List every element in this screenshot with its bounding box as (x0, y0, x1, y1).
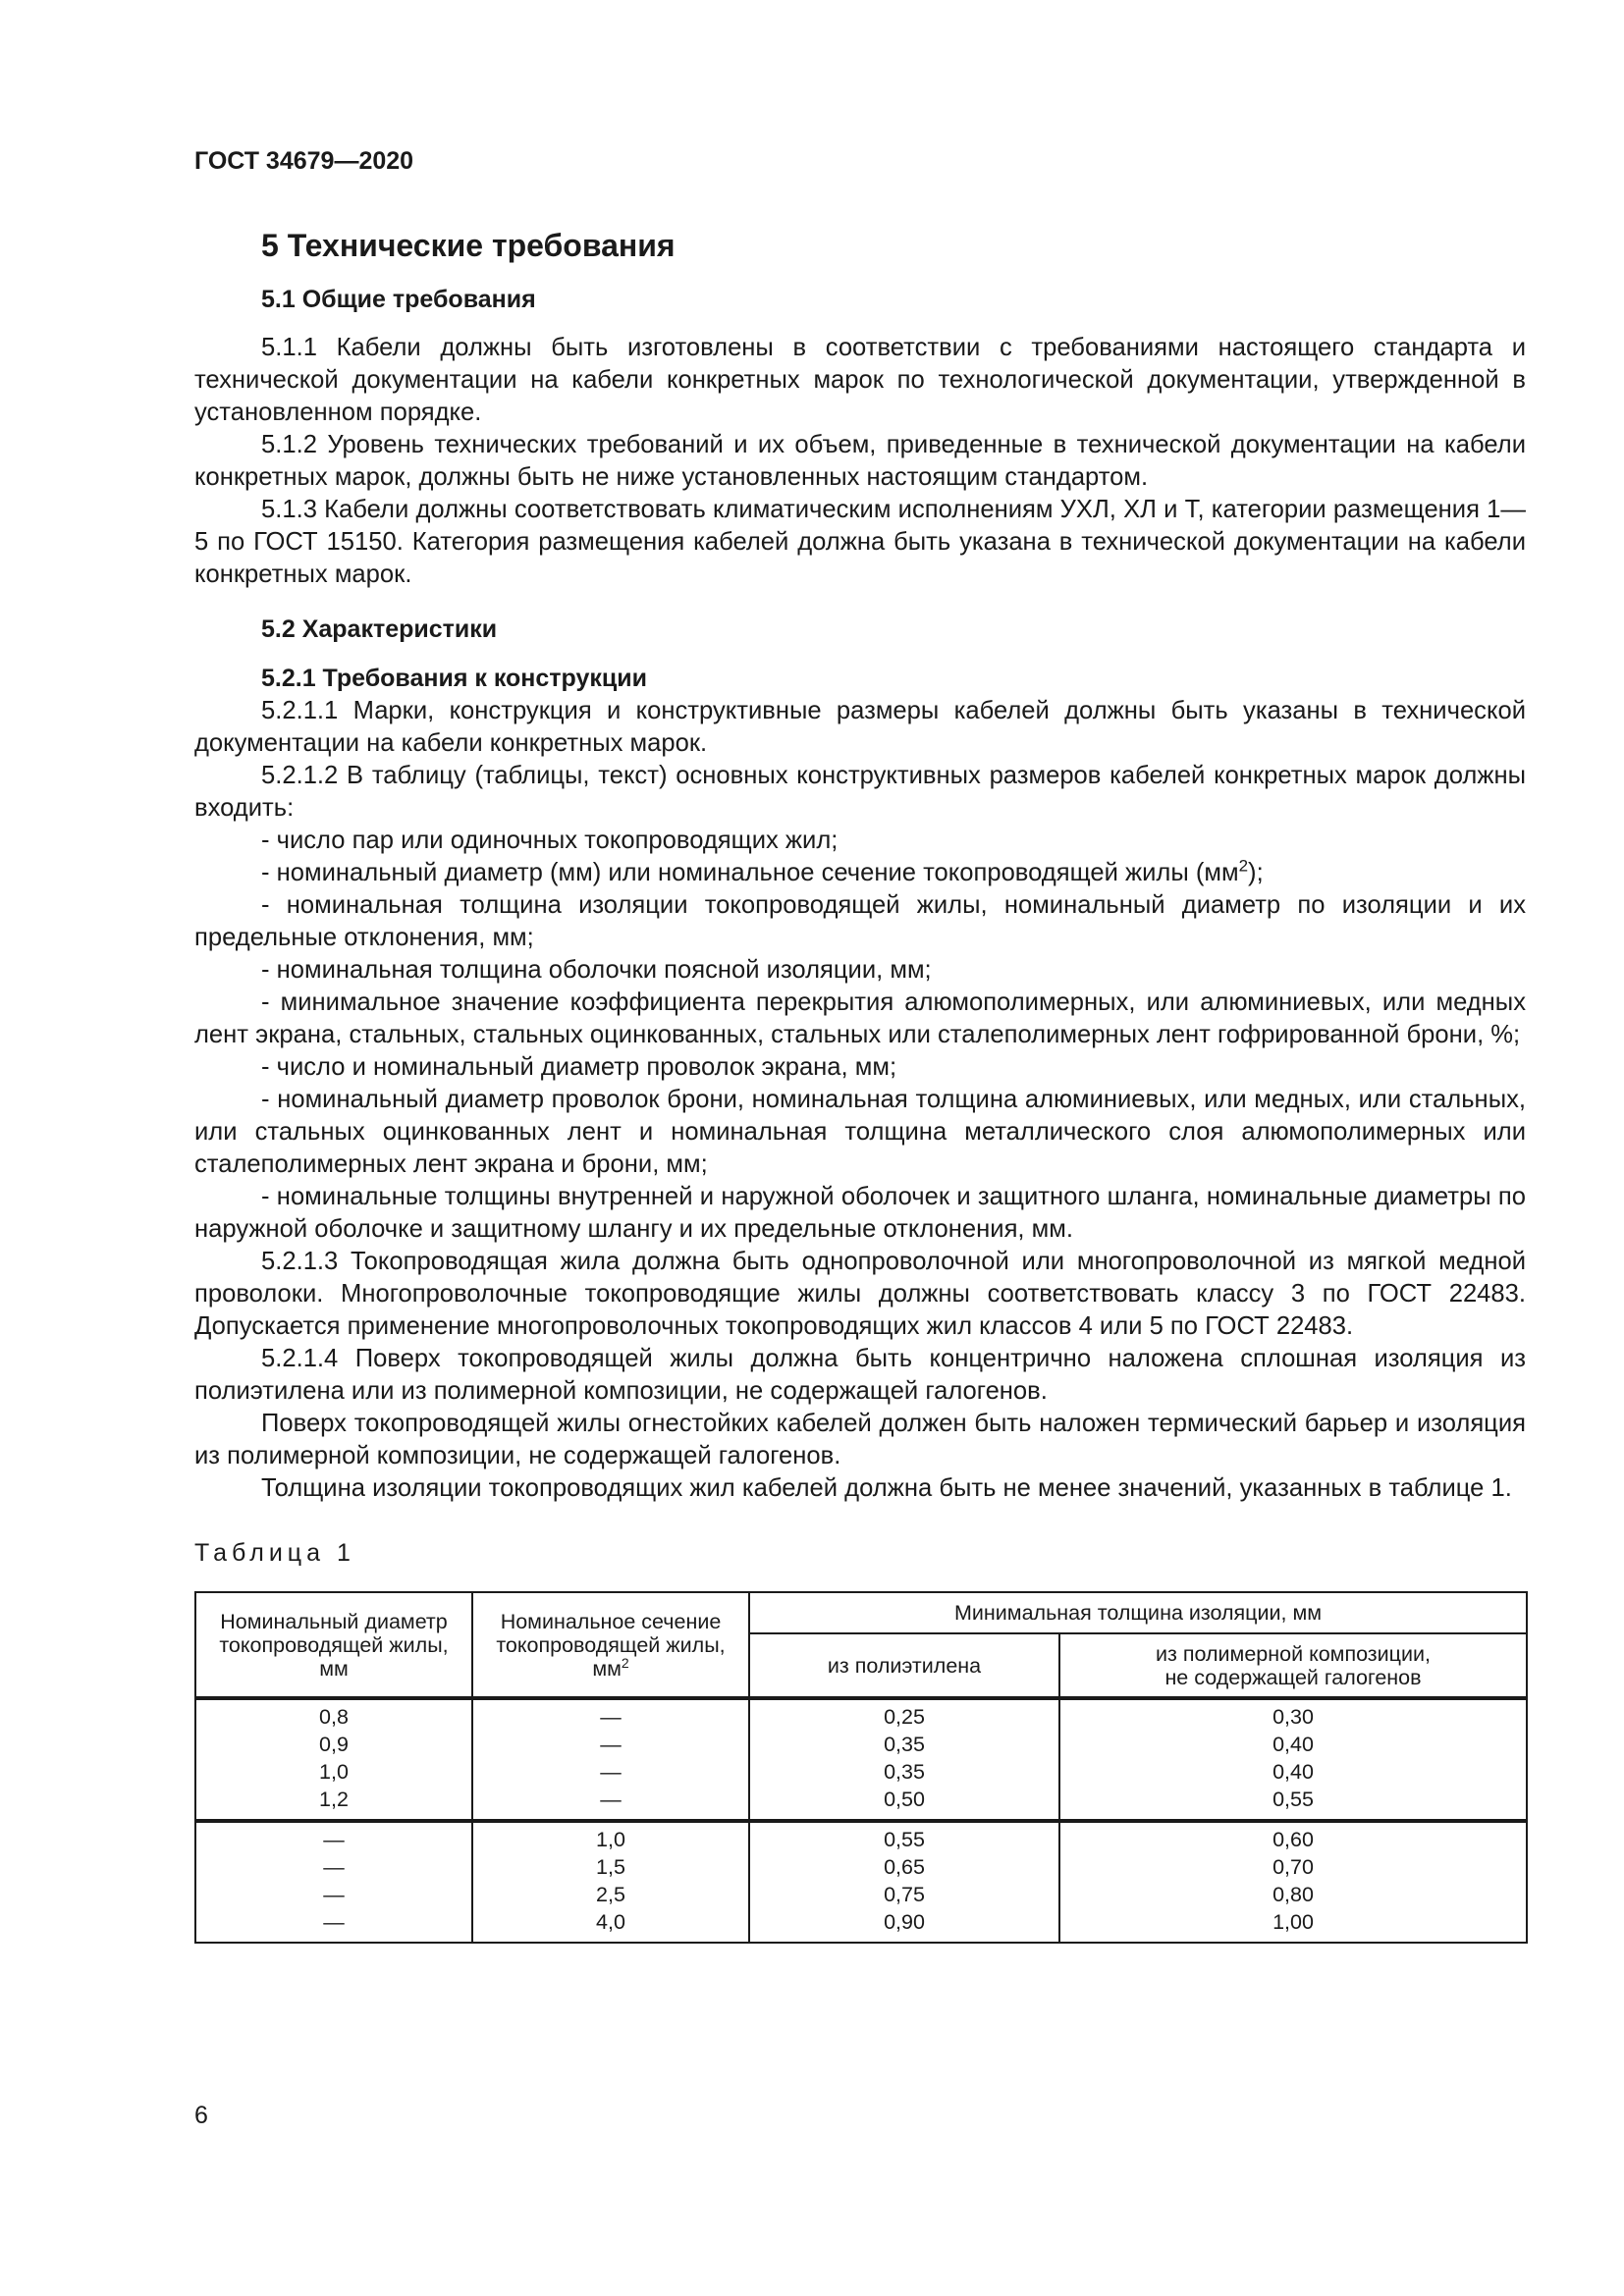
list-item: - число пар или одиночных токопроводящих жил; (261, 827, 839, 854)
para-5-2-1-4-barrier: Поверх токопроводящей жилы огнестойких кабелей должен быть наложен термический барьер и изоляция из полимерной композиции, не содержащей галогенов. (194, 1410, 1526, 1469)
list-item: - номинальный диаметр (мм) или номинальное сечение токопроводящей жилы $(мм^2)$; (261, 856, 1264, 886)
table-cell: — — — — (195, 1821, 472, 1943)
table-cell: 0,8 0,9 1,0 1,2 (195, 1698, 472, 1821)
list-item: - номинальная толщина изоляции токопроводящей жилы, номинальный диаметр по изоляции и их предельные отклонения, мм; (194, 891, 1526, 951)
table-row (195, 1698, 1527, 1821)
page-number: 6 (194, 2102, 208, 2129)
para-5-1-3: 5.1.3 Кабели должны соответствовать климатическим исполнениям УХЛ, ХЛ и Т, категории размещения 1—5 по ГОСТ 15150. Категория размещения кабелей должна быть указана в технической документации на кабели конкретных марок. (194, 496, 1526, 588)
para-5-2-1-2: 5.2.1.2 В таблицу (таблицы, текст) основных конструктивных размеров кабелей конкретных марок должны входить: (194, 762, 1526, 822)
table-cell: 0,60 0,70 0,80 1,00 (1059, 1821, 1527, 1943)
section-5-2-1-title: 5.2.1 Требования к конструкции (261, 665, 647, 692)
table-cell: 0,55 0,65 0,75 0,90 (749, 1821, 1059, 1943)
para-5-2-1-4-thickness: Толщина изоляции токопроводящих жил кабелей должна быть не менее значений, указанных в таблице 1. (261, 1474, 1512, 1502)
list-item: - номинальные толщины внутренней и наружной оболочек и защитного шланга, номинальные диаметры по наружной оболочке и защитному шлангу и их предельные отклонения, мм. (194, 1183, 1526, 1243)
para-5-1-2: 5.1.2 Уровень технических требований и их объем, приведенные в технической документации на кабели конкретных марок, должны быть не ниже установленных настоящим стандартом. (194, 431, 1526, 491)
insulation-thickness-table (194, 1591, 1528, 1944)
list-item: - номинальный диаметр проволок брони, номинальная толщина алюминиевых, или медных, или стальных, или стальных оцинкованных лент и номинальная толщина металлического слоя алюмополимерных или сталеполимерных лент экрана и брони, мм; (194, 1086, 1526, 1178)
column-header-polyethylene: из полиэтилена (749, 1633, 1059, 1698)
document-code: ГОСТ 34679—2020 (194, 147, 414, 175)
list-item: - минимальное значение коэффициента перекрытия алюмополимерных, или алюминиевых, или медных лент экрана, стальных, стальных оцинкованных, стальных или сталеполимерных лент гофрированной брони, %; (194, 988, 1526, 1048)
column-header-halogen-free: из полимерной композиции, не содержащей галогенов (1059, 1633, 1527, 1698)
list-item: - номинальная толщина оболочки поясной изоляции, мм; (261, 956, 932, 984)
list-item: - число и номинальный диаметр проволок экрана, мм; (261, 1053, 897, 1081)
table-cell: — — — — (472, 1698, 749, 1821)
section-5-title: 5 Технические требования (261, 228, 676, 263)
para-5-2-1-4: 5.2.1.4 Поверх токопроводящей жилы должна быть концентрично наложена сплошная изоляция из полиэтилена или из полимерной композиции, не содержащей галогенов. (194, 1345, 1526, 1405)
section-5-2-title: 5.2 Характеристики (261, 615, 498, 643)
column-header-section: Номинальное сечение токопроводящей жилы, $мм^2$ (472, 1592, 749, 1698)
column-group-min-thickness: Минимальная толщина изоляции, мм (749, 1592, 1527, 1633)
table-cell: 0,25 0,35 0,35 0,50 (749, 1698, 1059, 1821)
page-content (194, 224, 1526, 1944)
table-cell: 0,30 0,40 0,40 0,55 (1059, 1698, 1527, 1821)
table-cell: 1,0 1,5 2,5 4,0 (472, 1821, 749, 1943)
table-caption: Таблица 1 (194, 1539, 355, 1567)
column-header-diameter: Номинальный диаметр токопроводящей жилы, мм (195, 1592, 472, 1698)
para-5-1-1: 5.1.1 Кабели должны быть изготовлены в соответствии с требованиями настоящего стандарта и технической документации на кабели конкретных марок по технологической документации, утвержденной в установленном порядке. (194, 334, 1526, 426)
para-5-2-1-3: 5.2.1.3 Токопроводящая жила должна быть однопроволочной или многопроволочной из мягкой медной проволоки. Многопроволочные токопроводящие жилы должны соответствовать классу 3 по ГОСТ 22483. Допускается применение многопроволочных токопроводящих жил классов 4 или 5 по ГОСТ 22483. (194, 1248, 1526, 1340)
section-5-1-title: 5.1 Общие требования (261, 286, 536, 313)
table-row (195, 1821, 1527, 1943)
para-5-2-1-1: 5.2.1.1 Марки, конструкция и конструктивные размеры кабелей должны быть указаны в технической документации на кабели конкретных марок. (194, 697, 1526, 757)
